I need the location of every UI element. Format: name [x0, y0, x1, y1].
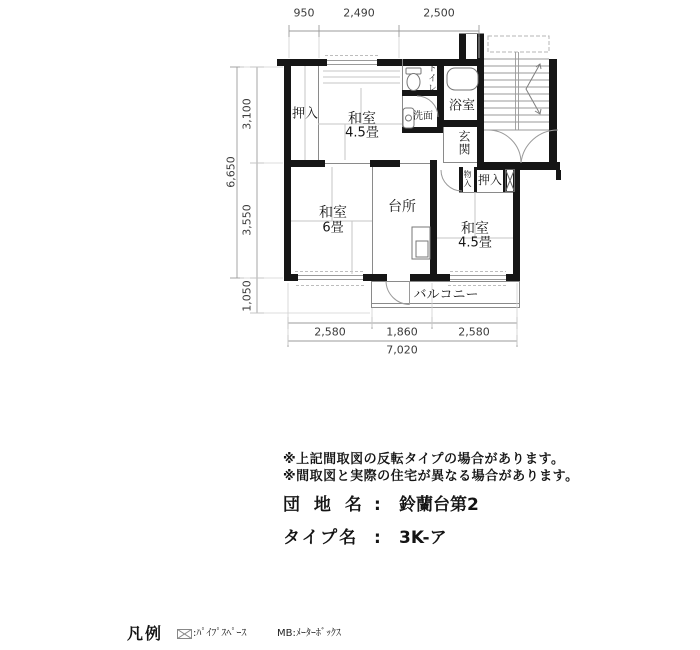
- toilet-icon: [407, 74, 420, 91]
- room-label-monoire: 物入: [463, 170, 472, 188]
- wall-divider-a: [284, 160, 325, 167]
- room-label-balcony: バルコニー: [413, 287, 479, 303]
- wall-divider-b: [370, 160, 400, 167]
- wall-left: [284, 59, 291, 281]
- wall-bottom-d: [506, 274, 520, 281]
- dim-left-3550: 3,550: [240, 204, 254, 236]
- wall-stair-right: [549, 59, 557, 170]
- type-name-colon: :: [374, 528, 381, 548]
- room-label-washitsu-top: 和室: [348, 111, 376, 127]
- room-label-bath: 浴室: [448, 98, 476, 114]
- dim-bottom-1860: 1,860: [386, 325, 418, 339]
- wall-toilet-bath: [437, 59, 444, 133]
- dim-bottom-2580a: 2,580: [314, 325, 346, 339]
- wall-stair-left: [477, 33, 484, 170]
- legend-mb-label: MB:ﾒｰﾀｰﾎﾞｯｸｽ: [277, 628, 341, 639]
- room-label-oshiire-right: 押入: [477, 173, 503, 187]
- room-label-senmen: 洗面: [413, 111, 433, 122]
- wall-right-stub: [556, 170, 561, 180]
- room-label-washitsu-right: 和室: [461, 221, 489, 237]
- room-label-genkan: 玄関: [457, 130, 471, 156]
- estate-name-label: 団 地 名: [283, 495, 366, 515]
- room-label-kitchen: 台所: [388, 199, 416, 215]
- note-line-1: ※上記間取図の反転タイプの場合があります。: [283, 452, 565, 467]
- wall-kitchen-washitsu: [430, 160, 437, 281]
- dim-top-950: 950: [293, 6, 315, 20]
- estate-name-value: 鈴蘭台第2: [399, 495, 479, 515]
- dim-bottom-2580b: 2,580: [458, 325, 490, 339]
- door-arc-entry-left: [488, 130, 521, 163]
- room-label-washitsu-mid: 和室: [319, 205, 347, 221]
- room-label-washitsu-top-size: 4.5畳: [345, 125, 379, 141]
- wall-stairhall-bottom: [481, 162, 560, 170]
- stairs-icon: [484, 36, 549, 130]
- estate-name-colon: :: [374, 495, 381, 515]
- stair-direction-arrow: [526, 64, 541, 114]
- washbasin-bowl-icon: [406, 115, 412, 121]
- type-name-label: タイプ名: [283, 528, 359, 548]
- door-arc-hall: [441, 170, 462, 191]
- dim-left-1050: 1,050: [240, 280, 254, 312]
- legend-ps-icon: [178, 630, 192, 639]
- legend-title: 凡例: [127, 624, 164, 643]
- room-label-toilet: トイレ: [426, 63, 436, 93]
- kitchen-sink-icon: [416, 241, 428, 257]
- wall-bottom-a: [284, 274, 298, 281]
- type-name-value: 3K-ア: [399, 528, 447, 548]
- dim-top-2500: 2,500: [423, 6, 455, 20]
- room-label-washitsu-mid-size: 6畳: [322, 220, 344, 236]
- wall-bottom-b: [363, 274, 387, 281]
- dim-left-total: 6,650: [224, 156, 238, 188]
- dim-bottom-total: 7,020: [386, 343, 418, 357]
- legend-ps-label: :ﾊﾟｲﾌﾟｽﾍﾟｰｽ: [193, 628, 247, 639]
- wall-ps-stub: [459, 33, 466, 59]
- note-line-2: ※間取図と実際の住宅が異なる場合があります。: [283, 469, 579, 484]
- wall-closet-2: [474, 167, 477, 192]
- dim-left-3100: 3,100: [240, 98, 254, 130]
- bathtub-icon: [447, 68, 478, 90]
- room-label-oshiire-left: 押入: [291, 106, 319, 122]
- dim-top-2490: 2,490: [343, 6, 375, 20]
- door-arc-balcony: [386, 281, 410, 305]
- room-label-washitsu-right-size: 4.5畳: [458, 235, 492, 251]
- wall-bottom-c: [410, 274, 450, 281]
